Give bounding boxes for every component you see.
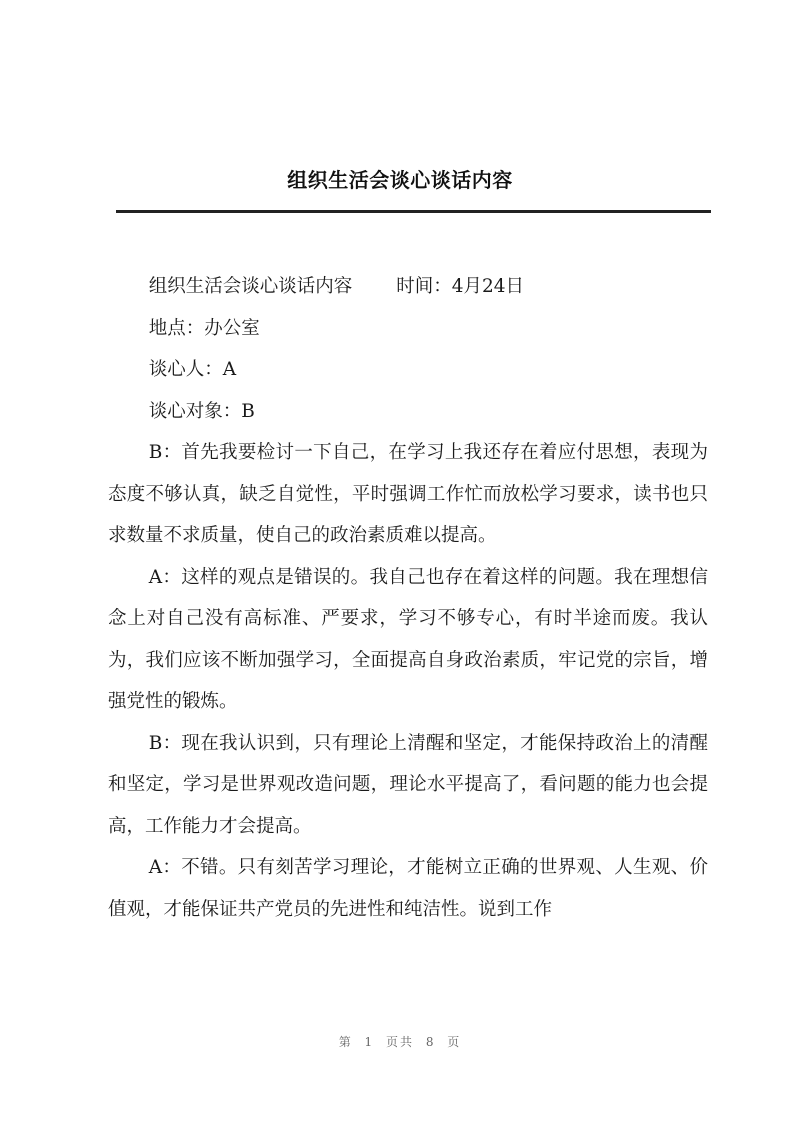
meta-subject-time-line: [108, 266, 708, 308]
meta-subject: 组织生活会谈心谈话内容: [148, 276, 353, 297]
dialogue-paragraph: B：现在我认识到，只有理论上清醒和坚定，才能保持政治上的清醒和坚定，学习是世界观改造问题，理论水平提高了，看问题的能力也会提高，工作能力才会提高。: [108, 732, 708, 837]
meta-location: 地点：办公室: [148, 317, 260, 339]
meta-target: 谈心对象：B: [148, 400, 255, 422]
dialogue-paragraph: A：不错。只有刻苦学习理论，才能树立正确的世界观、人生观、价值观，才能保证共产党员的先进性和纯洁性。说到工作: [108, 857, 708, 920]
meta-time: 时间：4月24日: [396, 276, 525, 297]
document-title: 组织生活会谈心谈话内容: [287, 168, 513, 192]
meta-speaker: 谈心人：A: [148, 359, 237, 380]
title-divider: [116, 210, 711, 213]
dialogue-paragraph: B：首先我要检讨一下自己，在学习上我还存在着应付思想，表现为态度不够认真，缺乏自觉性，平时强调工作忙而放松学习要求，读书也只求数量不求质量，使自己的政治素质难以提高。: [108, 442, 708, 546]
dialogue-paragraph: A：这样的观点是错误的。我自己也存在着这样的问题。我在理想信念上对自己没有高标准、严要求，学习不够专心，有时半途而废。我认为，我们应该不断加强学习，全面提高自身政治素质，牢记党的宗旨，增强党性的锻炼。: [108, 566, 708, 712]
document-body: [108, 266, 708, 930]
page-number-footer: 第 1 页共 8 页: [338, 1035, 462, 1049]
